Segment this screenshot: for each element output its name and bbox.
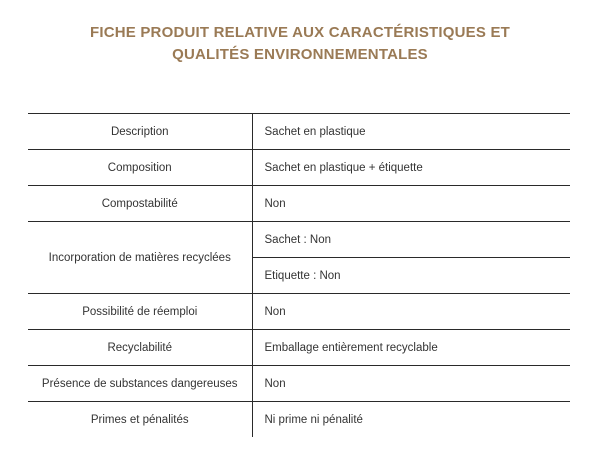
- table-row-recyclability: [28, 330, 570, 366]
- table-row-composition: [28, 150, 570, 186]
- table-row-compostability: [28, 186, 570, 222]
- row-value: Emballage entièrement recyclable: [252, 330, 570, 366]
- table-row-bonuses-penalties: [28, 402, 570, 438]
- table-row-description: [28, 114, 570, 150]
- row-label: Possibilité de réemploi: [28, 294, 252, 330]
- table-row-hazardous-substances: [28, 366, 570, 402]
- row-value: Sachet en plastique: [252, 114, 570, 150]
- table-row-recycled-content: [28, 222, 570, 258]
- page-title-line-2: QUALITÉS ENVIRONNEMENTALES: [172, 46, 428, 63]
- row-value: Non: [252, 366, 570, 402]
- row-label: Compostabilité: [28, 186, 252, 222]
- row-value-bag: Sachet : Non: [252, 222, 570, 258]
- row-label: Composition: [28, 150, 252, 186]
- row-value: Ni prime ni pénalité: [264, 413, 363, 426]
- table-row-reuse: [28, 294, 570, 330]
- row-value: Non: [252, 294, 570, 330]
- row-value-label: Etiquette : Non: [252, 258, 570, 294]
- row-label: Description: [28, 114, 252, 150]
- page-title: [0, 22, 600, 66]
- row-label: Présence de substances dangereuses: [28, 366, 252, 402]
- row-label: Primes et pénalités: [28, 402, 252, 438]
- page-title-line-1: FICHE PRODUIT RELATIVE AUX CARACTÉRISTIQUES ET: [89, 24, 511, 41]
- environmental-characteristics-table: [28, 113, 570, 437]
- row-label: Incorporation de matières recyclées: [28, 222, 252, 294]
- row-label: Recyclabilité: [28, 330, 252, 366]
- row-value: Non: [252, 186, 570, 222]
- row-value: Sachet en plastique + étiquette: [252, 150, 570, 186]
